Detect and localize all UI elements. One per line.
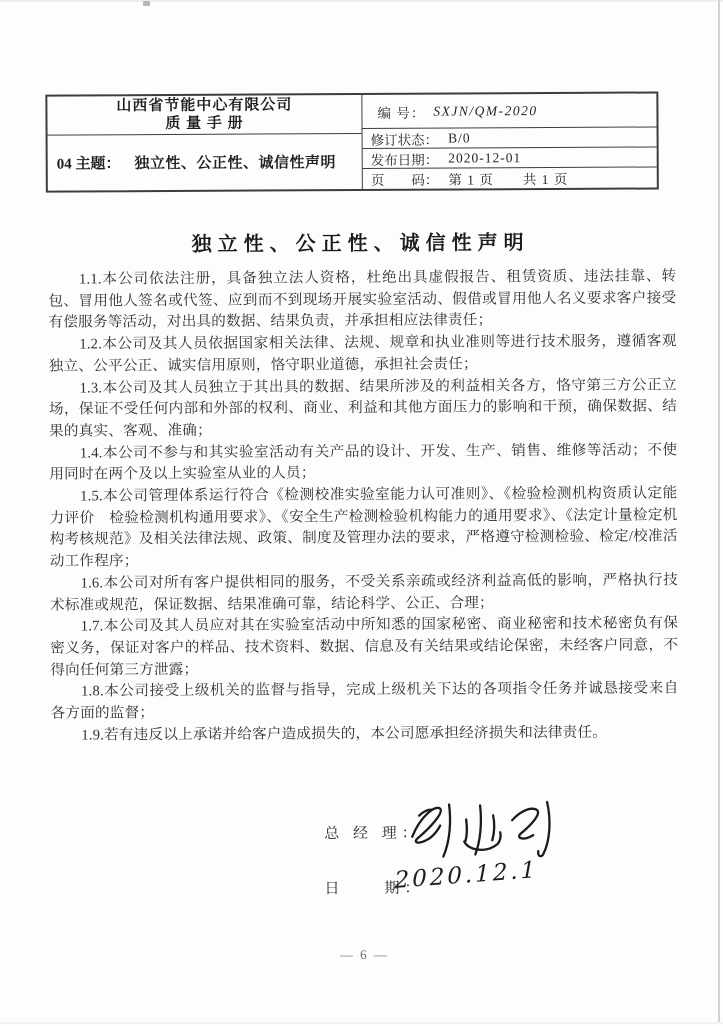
topic-label: 04 主题： [56, 156, 121, 173]
page-code-cell [363, 167, 657, 189]
footer-page-number: — 6 — [339, 946, 389, 963]
paragraph-1-9: 1.9.若有违反以上承诺并给客户造成损失的，本公司愿承担经济损失和法律责任。 [81, 724, 608, 744]
paragraph-1-4: 1.4.本公司不参与和其实验室活动有关产品的设计、开发、生产、销售、维修等活动；不使用同时在两个及以上实验室从业的人员； [49, 441, 678, 483]
issue-date-value: 2020-12-01 [448, 149, 522, 166]
paragraph-1-1: 1.1.本公司依法注册，具备独立法人资格，杜绝出具虚假报告、租赁资质、违法挂靠、转包、冒用他人签名或代签、应到而不到现场开展实验室活动、假借或冒用他人名义要求客户接受有偿服务等活动，对出具的数据、结果负责，并承担相应法律责任； [48, 268, 677, 332]
header-left-column [47, 95, 362, 191]
date-label: 日 期： [324, 880, 425, 898]
header-right-column [362, 93, 656, 189]
company-name: 山西省节能中心有限公司 [116, 97, 293, 115]
doc-number-cell [362, 93, 656, 129]
paragraph-1-7: 1.7.本公司及其人员应对其在实验室活动中所知悉的国家秘密、商业秘密和技术秘密负有保密义务，保证对客户的样品、技术资料、数据、信息及有关结果或结论保密，未经客户同意，不得向任何第三方泄露； [50, 615, 679, 679]
paragraph-1-3: 1.3.本公司及其人员独立于其出具的数据、结果所涉及的利益相关各方，恪守第三方公正立场，保证不受任何内部和外部的权利、商业、利益和其他方面压力的影响和干预，确保数据、结果的真实、客观、准确； [48, 376, 678, 440]
paragraph-1-6: 1.6.本公司对所有客户提供相同的服务，不受关系亲疏或经济利益高低的影响，严格执行技术标准或规范，保证数据、结果准确可靠，结论科学、公正、合理； [49, 572, 678, 614]
topic-cell [48, 134, 362, 191]
paragraph-1-5: 1.5.本公司管理体系运行符合《检测校准实验室能力认可准则》、《检验检测机构资质认定能力评价 检验检测机构通用要求》、《安全生产检测检验机构能力的通用要求》、《法定计量检定机构考核规范》及相关法律法规、政策、制度及管理办法的要求，严格遵守检测检验、检定/校准活动工作程序； [49, 485, 678, 570]
handwritten-date: 2020.12.1 [394, 857, 539, 894]
revision-status-value: B/0 [448, 129, 471, 146]
doc-number-label: 编 号： [377, 105, 426, 121]
general-manager-label: 总 经 理： [324, 825, 422, 843]
paragraph-1-8: 1.8.本公司接受上级机关的监督与指导，完成上级机关下达的各项指令任务并诚恳接受来自各方面的监督； [50, 680, 679, 722]
scan-speck [143, 1, 150, 6]
revision-status-label: 修订状态： [370, 132, 439, 148]
manual-title: 质 量 手 册 [165, 115, 244, 133]
document-title: 独立性、公正性、诚信性声明 [191, 232, 530, 256]
topic-text: 独立性、公正性、诚信性声明 [134, 155, 337, 173]
page-code-label: 页 码： [370, 172, 439, 188]
document-body [48, 266, 678, 747]
doc-number-value: SXJN/QM-2020 [433, 102, 538, 119]
signature-block [322, 794, 583, 915]
page-code-value: 第 1 页 共 1 页 [448, 171, 569, 188]
issue-date-label: 发布日期： [370, 152, 439, 168]
scan-edge-top [0, 0, 723, 2]
issue-date-cell [363, 147, 657, 169]
scan-edge-right [718, 0, 720, 1024]
revision-status-cell [363, 127, 657, 149]
document-header-table [45, 91, 659, 192]
company-title-cell [47, 95, 361, 136]
paragraph-1-2: 1.2.本公司及其人员依据国家相关法律、法规、规章和执业准则等进行技术服务，遵循客观独立、公平公正、诚实信用原则，恪守职业道德，承担社会责任； [48, 333, 677, 375]
